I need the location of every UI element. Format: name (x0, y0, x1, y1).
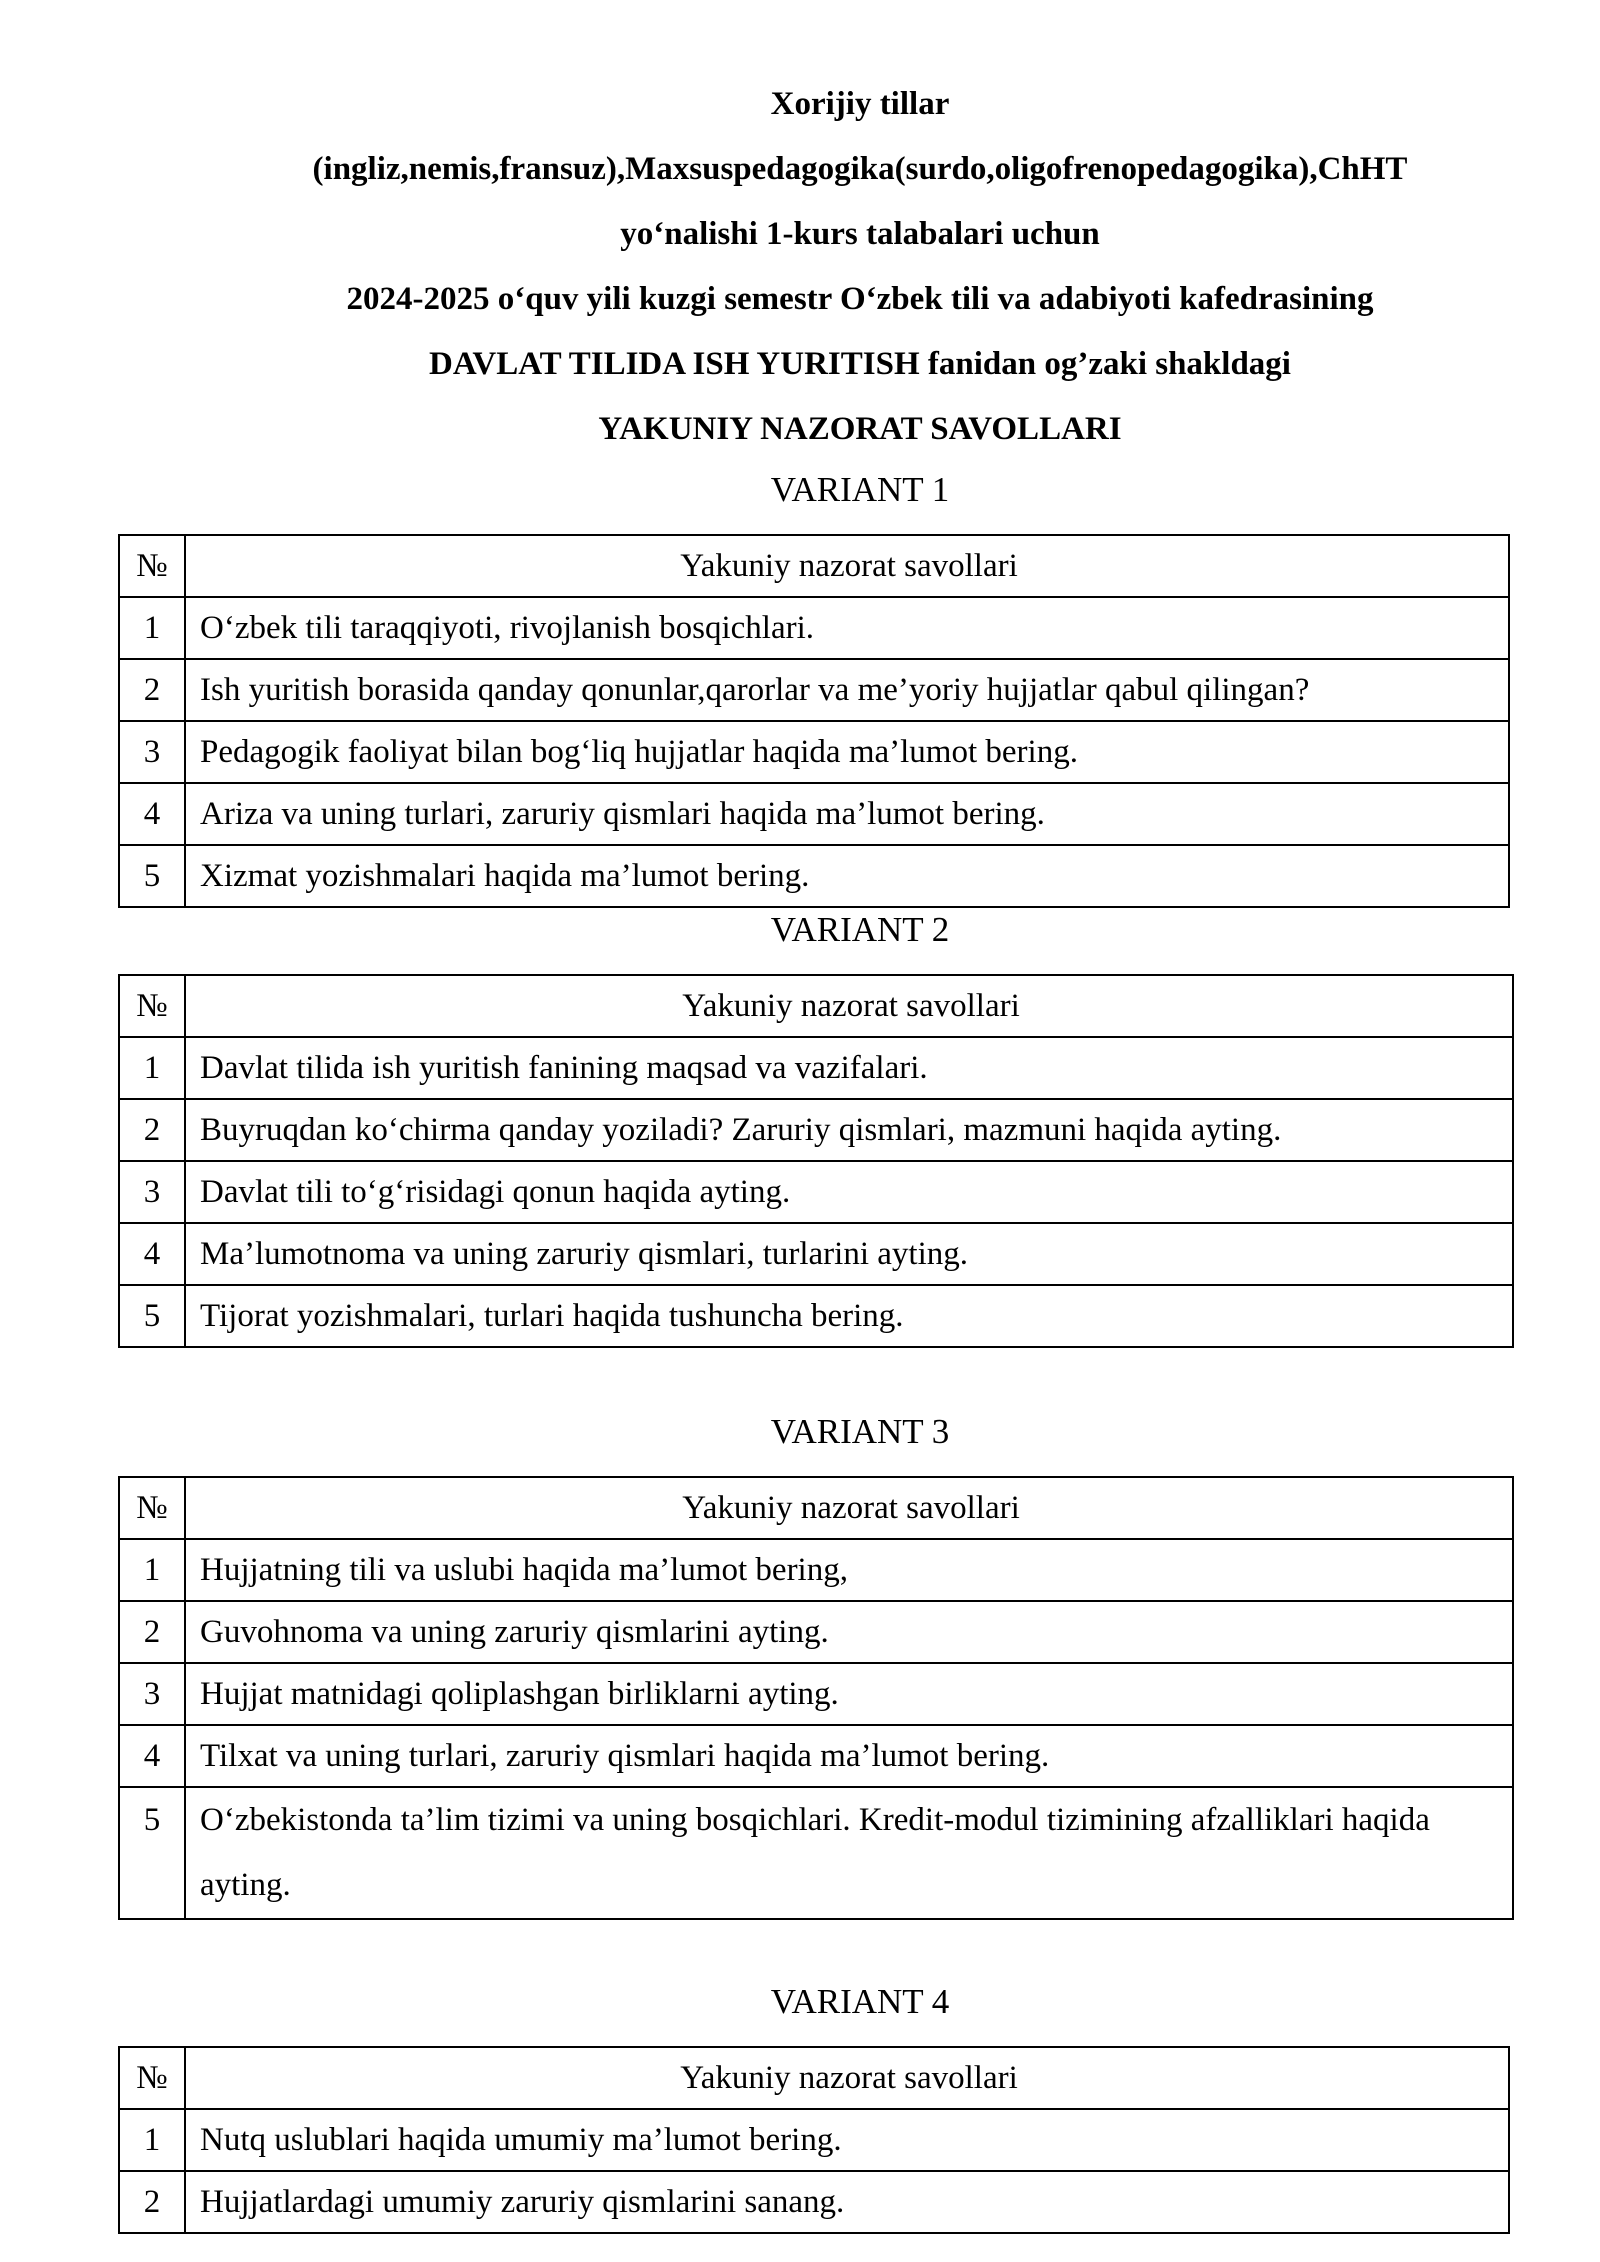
row-number: 2 (119, 1099, 185, 1161)
question-text: Davlat tili to‘g‘risidagi qonun haqida ayting. (185, 1161, 1513, 1223)
row-number: 2 (119, 659, 185, 721)
variant-4-table (118, 2046, 1510, 2234)
table-row (119, 1539, 1513, 1601)
table-row (119, 1099, 1513, 1161)
table-row (119, 1663, 1513, 1725)
num-column-header: № (119, 1477, 185, 1539)
header-line-2: (ingliz,nemis,fransuz),Maxsuspedagogika(surdo,oligofrenopedagogika),ChHT (312, 151, 1408, 187)
num-column-header: № (119, 975, 185, 1037)
variant-3-title: VARIANT 3 (770, 1412, 950, 1451)
question-text: Guvohnoma va uning zaruriy qismlarini ayting. (185, 1601, 1513, 1663)
row-number: 3 (119, 721, 185, 783)
header-line-5: DAVLAT TILIDA ISH YURITISH fanidan og’zaki shakldagi (429, 346, 1291, 382)
row-number: 1 (119, 1037, 185, 1099)
row-number: 1 (119, 597, 185, 659)
row-number: 3 (119, 1161, 185, 1223)
questions-column-header: Yakuniy nazorat savollari (185, 535, 1509, 597)
question-text: Ish yuritish borasida qanday qonunlar,qarorlar va me’yoriy hujjatlar qabul qilingan? (185, 659, 1509, 721)
table-row (119, 1037, 1513, 1099)
question-text: Hujjat matnidagi qoliplashgan birliklarni ayting. (185, 1663, 1513, 1725)
row-number: 4 (119, 1725, 185, 1787)
table-header-row (119, 1477, 1513, 1539)
variant-3-table (118, 1476, 1514, 1920)
table-row (119, 1725, 1513, 1787)
question-text: Xizmat yozishmalari haqida ma’lumot bering. (185, 845, 1509, 907)
table-row (119, 783, 1509, 845)
question-text: O‘zbekistonda ta’lim tizimi va uning bosqichlari. Kredit-modul tizimining afzalliklari haqida ayting. (185, 1787, 1513, 1919)
question-text: Pedagogik faoliyat bilan bog‘liq hujjatlar haqida ma’lumot bering. (185, 721, 1509, 783)
table-row (119, 1223, 1513, 1285)
table-row (119, 2171, 1509, 2233)
question-text: Davlat tilida ish yuritish fanining maqsad va vazifalari. (185, 1037, 1513, 1099)
table-row (119, 721, 1509, 783)
table-header-row (119, 2047, 1509, 2109)
table-row (119, 1601, 1513, 1663)
row-number: 5 (119, 845, 185, 907)
header-line-6: YAKUNIY NAZORAT SAVOLLARI (598, 411, 1122, 447)
table-row (119, 2109, 1509, 2171)
table-row (119, 845, 1509, 907)
row-number (119, 1787, 185, 1919)
document-header (160, 72, 1560, 462)
num-column-header: № (119, 2047, 185, 2109)
question-text: Tilxat va uning turlari, zaruriy qismlari haqida ma’lumot bering. (185, 1725, 1513, 1787)
question-text: Ma’lumotnoma va uning zaruriy qismlari, turlarini ayting. (185, 1223, 1513, 1285)
row-number: 1 (119, 1539, 185, 1601)
question-text: Tijorat yozishmalari, turlari haqida tushuncha bering. (185, 1285, 1513, 1347)
variant-4-title: VARIANT 4 (770, 1982, 950, 2021)
row-number-text: 5 (143, 1802, 161, 1838)
variant-2-title: VARIANT 2 (770, 910, 950, 949)
question-text: Buyruqdan ko‘chirma qanday yoziladi? Zaruriy qismlari, mazmuni haqida ayting. (185, 1099, 1513, 1161)
question-text: Hujjatlardagi umumiy zaruriy qismlarini sanang. (185, 2171, 1509, 2233)
table-row (119, 659, 1509, 721)
header-line-4: 2024-2025 o‘quv yili kuzgi semestr O‘zbek tili va adabiyoti kafedrasining (346, 281, 1374, 317)
table-header-row (119, 975, 1513, 1037)
variant-1-table (118, 534, 1510, 908)
table-row (119, 1285, 1513, 1347)
table-header-row (119, 535, 1509, 597)
table-row (119, 597, 1509, 659)
num-column-header: № (119, 535, 185, 597)
row-number: 2 (119, 2171, 185, 2233)
question-text: Nutq uslublari haqida umumiy ma’lumot bering. (185, 2109, 1509, 2171)
header-line-1: Xorijiy tillar (770, 86, 950, 122)
question-text: Hujjatning tili va uslubi haqida ma’lumot bering, (185, 1539, 1513, 1601)
row-number: 4 (119, 783, 185, 845)
header-line-3: yo‘nalishi 1-kurs talabalari uchun (620, 216, 1100, 252)
variant-1-title: VARIANT 1 (770, 470, 950, 509)
question-text: Ariza va uning turlari, zaruriy qismlari haqida ma’lumot bering. (185, 783, 1509, 845)
row-number: 1 (119, 2109, 185, 2171)
question-text: O‘zbek tili taraqqiyoti, rivojlanish bosqichlari. (185, 597, 1509, 659)
questions-column-header: Yakuniy nazorat savollari (185, 975, 1513, 1037)
table-row (119, 1161, 1513, 1223)
questions-column-header: Yakuniy nazorat savollari (185, 2047, 1509, 2109)
row-number: 2 (119, 1601, 185, 1663)
row-number: 5 (119, 1285, 185, 1347)
row-number: 3 (119, 1663, 185, 1725)
table-row (119, 1787, 1513, 1919)
row-number: 4 (119, 1223, 185, 1285)
variant-2-table (118, 974, 1514, 1348)
questions-column-header: Yakuniy nazorat savollari (185, 1477, 1513, 1539)
